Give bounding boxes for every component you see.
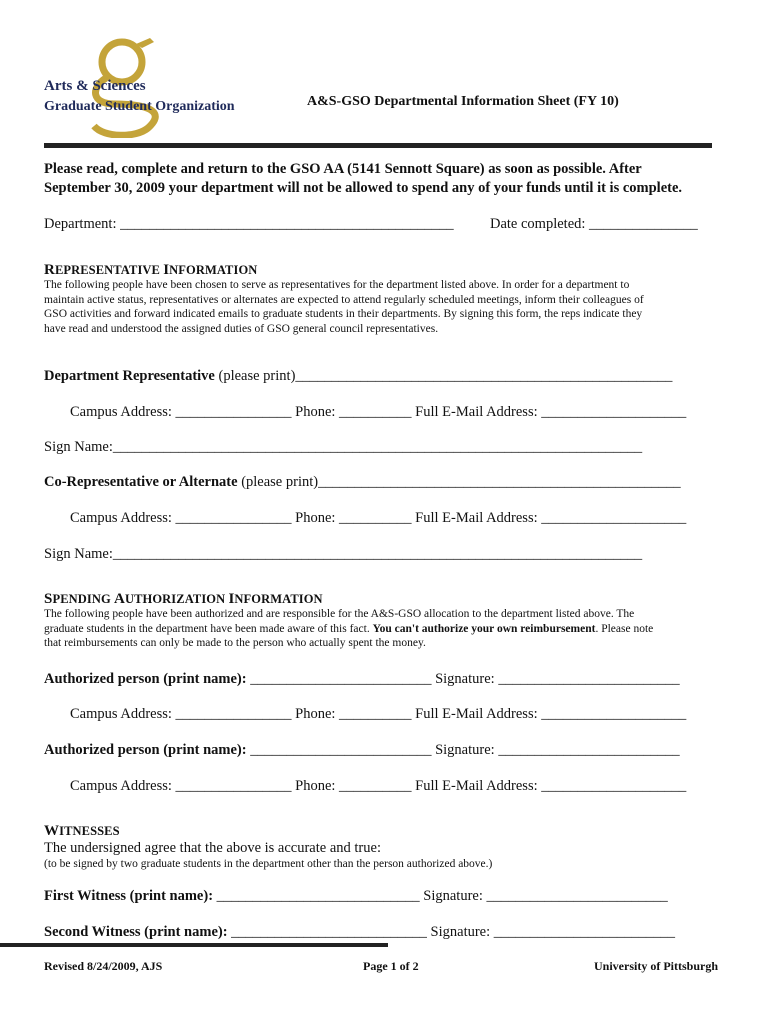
first-witness-field[interactable] <box>44 888 668 905</box>
auth-label-1: Authorized person (print name): <box>44 671 247 687</box>
auth-2-campus-line[interactable]: Campus Address: ________________ Phone: __________ Full E-Mail Address: ____________________ <box>70 778 687 794</box>
rep-head-cap-2: I <box>163 262 170 278</box>
rep-para-line-3: GSO activities and forward indicated emails to graduate students in their departments. By signing this form, the reps indicate they <box>44 308 643 320</box>
corep-suffix: (please print)__________________________________________________ <box>237 474 681 490</box>
intro-line-2: September 30, 2009 your department will not be allowed to spend any of your funds until it is complete. <box>44 180 683 196</box>
rep-para-line-1: The following people have been chosen to serve as representatives for the department listed above. In order for a department to <box>44 279 630 291</box>
logo-line-1: Arts & Sciences <box>44 78 146 94</box>
sp-para-line-2 <box>44 622 726 637</box>
footer-page-number: Page 1 of 2 <box>363 959 419 973</box>
dept-rep-label: Department Representative <box>44 368 215 384</box>
spending-paragraph <box>44 607 726 651</box>
auth-suffix-2: _________________________ Signature: _________________________ <box>246 742 680 758</box>
dept-rep-suffix: (please print)____________________________________________________ <box>214 368 673 384</box>
second-witness-label: Second Witness (print name): <box>44 924 228 940</box>
auth-label-2: Authorized person (print name): <box>44 742 247 758</box>
wit-head-rest: ITNESSES <box>59 824 120 838</box>
department-field[interactable]: Department: ______________________________________________ <box>44 216 454 232</box>
sp-para-warning: You can't authorize your own reimbursement <box>372 622 596 635</box>
second-witness-field[interactable] <box>44 924 675 941</box>
intro-text <box>44 160 734 198</box>
logo-line-2: Graduate Student Organization <box>44 99 235 114</box>
corep-label: Co-Representative or Alternate <box>44 474 238 490</box>
sp-head-cap-2: A <box>114 591 125 607</box>
sp-head-rest-1: PENDING <box>52 592 115 606</box>
authorized-person-2-field[interactable] <box>44 742 680 759</box>
sp-head-cap-1: S <box>44 591 53 607</box>
sp-para-line-2a: graduate students in the department have been made aware of this fact. <box>44 622 373 635</box>
sp-head-cap-3: I <box>228 591 235 607</box>
rep-head-rest-2: NFORMATION <box>169 263 258 277</box>
corep-sign-line[interactable]: Sign Name:_________________________________________________________________________ <box>44 546 643 562</box>
first-witness-label: First Witness (print name): <box>44 888 214 904</box>
page-title: A&S-GSO Departmental Information Sheet (FY 10) <box>307 94 619 109</box>
witness-agreement: The undersigned agree that the above is accurate and true: <box>44 840 381 856</box>
witness-note: (to be signed by two graduate students in the department other than the person authorized above.) <box>44 858 493 870</box>
wit-head-cap: W <box>44 823 60 839</box>
second-witness-suffix: ___________________________ Signature: _________________________ <box>227 924 676 940</box>
header-rule <box>44 143 712 148</box>
spending-heading <box>44 591 323 608</box>
sp-para-line-2b: . Please note <box>595 622 654 635</box>
sp-para-line-3: that reimbursements can only be made to the person who actually spent the money. <box>44 637 426 649</box>
date-completed-field[interactable]: Date completed: _______________ <box>490 216 698 232</box>
rep-head-rest-1: EPRESENTATIVE <box>54 263 164 277</box>
rep-para-line-2: maintain active status, representatives or alternates are expected to attend regularly scheduled meetings, inform their colleagues of <box>44 293 644 306</box>
witnesses-heading <box>44 823 120 840</box>
sp-head-rest-3: NFORMATION <box>234 592 323 606</box>
footer-revised: Revised 8/24/2009, AJS <box>44 959 163 973</box>
sp-head-rest-2: UTHORIZATION <box>124 592 229 606</box>
corep-campus-line[interactable]: Campus Address: ________________ Phone: __________ Full E-Mail Address: ____________________ <box>70 510 687 526</box>
authorized-person-1-field[interactable] <box>44 671 680 688</box>
sp-para-line-1: The following people have been authorized and are responsible for the A&S-GSO allocation to the department listed above. The <box>44 608 635 620</box>
first-witness-suffix: ____________________________ Signature: _________________________ <box>213 888 668 904</box>
rep-head-cap-1: R <box>44 262 55 278</box>
representative-paragraph <box>44 278 726 336</box>
intro-line-1: Please read, complete and return to the GSO AA (5141 Sennott Square) as soon as possible. After <box>44 161 642 177</box>
rep-campus-line[interactable]: Campus Address: ________________ Phone: __________ Full E-Mail Address: ____________________ <box>70 404 687 420</box>
auth-suffix-1: _________________________ Signature: _________________________ <box>246 671 680 687</box>
dept-rep-field[interactable] <box>44 368 672 385</box>
rep-para-line-4: have read and understood the assigned duties of GSO general council representatives. <box>44 322 439 335</box>
corep-field[interactable] <box>44 474 681 491</box>
auth-1-campus-line[interactable]: Campus Address: ________________ Phone: __________ Full E-Mail Address: ____________________ <box>70 706 687 722</box>
rep-sign-line[interactable]: Sign Name:_________________________________________________________________________ <box>44 439 643 455</box>
footer-rule <box>0 943 388 947</box>
footer-university: University of Pittsburgh <box>594 959 718 973</box>
representative-heading <box>44 262 257 279</box>
